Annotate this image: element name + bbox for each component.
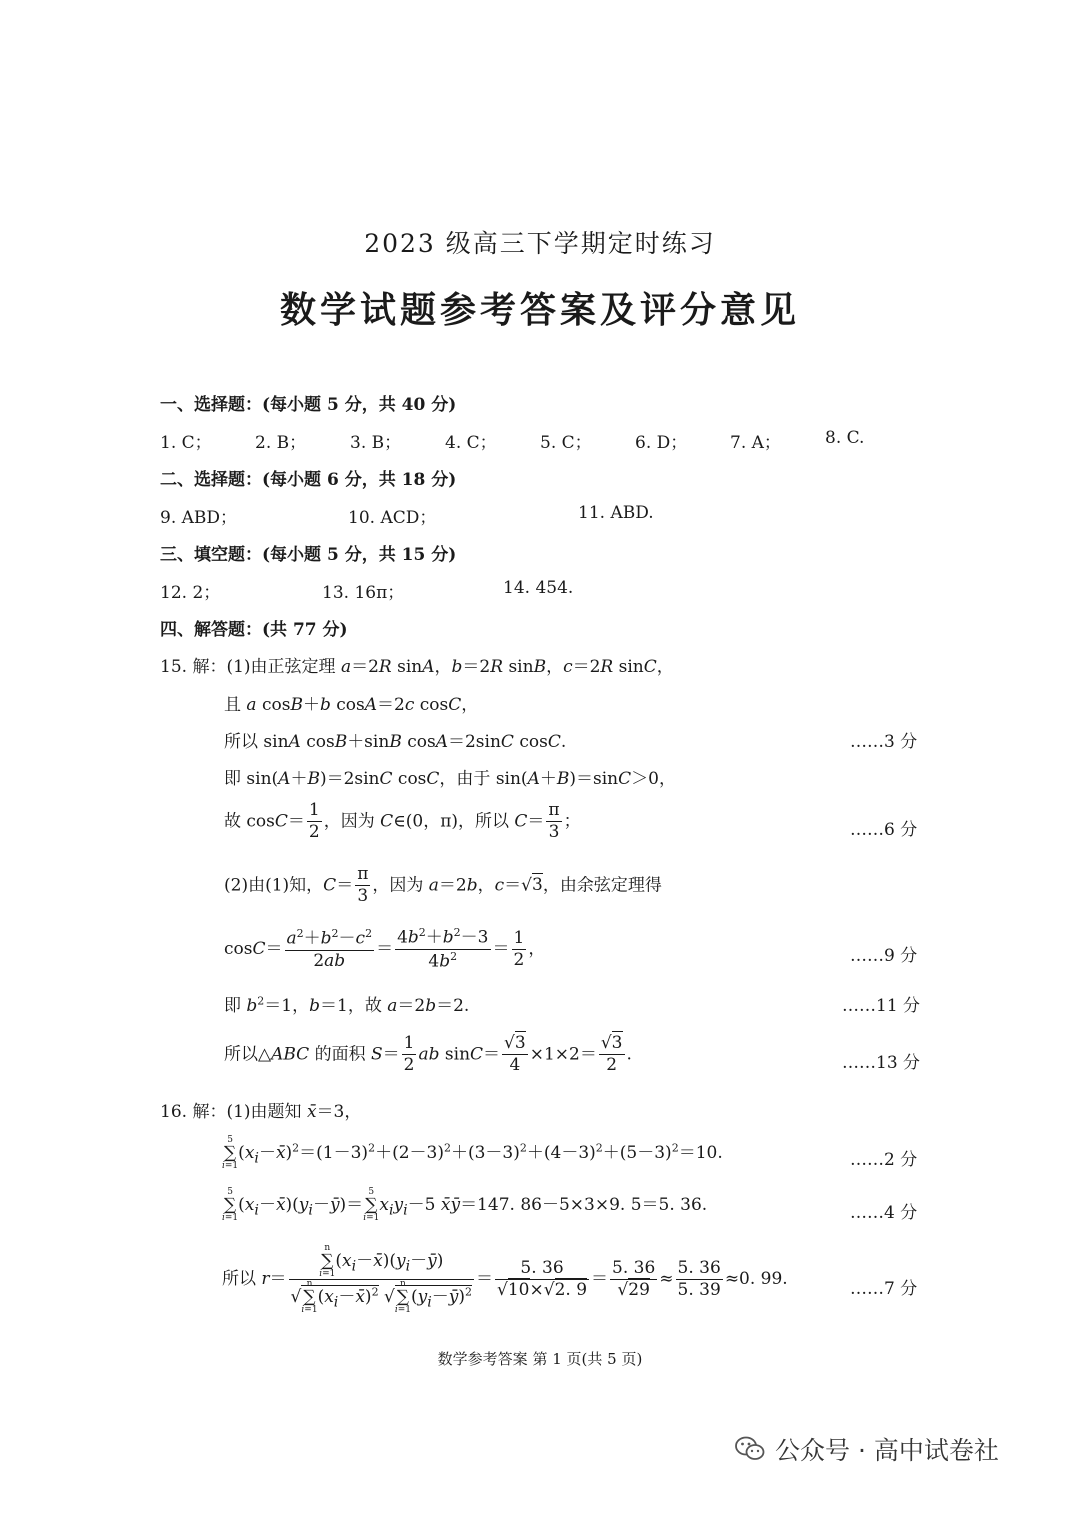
q16-line-2: 5 ∑ $i=1(x_i-x̄)^2=(1-3)^2+(2-3)^2+(3-3)^2+(4-3)^2+(5-3)^2=10$. <box>222 1135 723 1171</box>
score-mark: ……4 分 <box>850 1203 918 1223</box>
section-heading-1: 一、选择题：(每小题 5 分，共 40 分) <box>160 395 457 415</box>
answer: 7. A； <box>730 433 781 453</box>
section-heading-2: 二、选择题：(每小题 6 分，共 18 分) <box>160 470 457 490</box>
answer: 6. D； <box>635 433 688 453</box>
watermark <box>735 1431 999 1467</box>
q15-line-4: 即 sin(A＋B)＝2sinC cosC，由于 sin(A＋B)＝sinC＞0， <box>224 769 676 789</box>
q16-line-4: 所以 r＝ n ∑ $i=1(x_i-x̄)(y_i-ȳ)$ √n ∑ $i=1(x_i-x̄)^2$ √n ∑ $i=1(y_i-ȳ)^2$ ＝ $\frac{5. 36}{√10\times√2. 9}$ ＝ $\frac{5. 36}{√29}$ ≈ $\frac{5. 36}{5. 39}$ ≈0. 99. <box>222 1243 788 1315</box>
answer: 11. ABD. <box>578 503 654 523</box>
wechat-icon <box>735 1436 765 1462</box>
answer: 4. C； <box>445 433 497 453</box>
answer: 5. C； <box>540 433 592 453</box>
answer: 2. B； <box>255 433 307 453</box>
q15-line-7: cosC＝ $\frac{a^2+b^2-c^2}{2ab}$ ＝ $\frac{4b^2+b^2-3}{4b^2}$ ＝ $\frac{1}{2}$ ， <box>224 926 546 972</box>
answer: 14. 454. <box>503 578 574 598</box>
score-mark: ……3 分 <box>850 732 918 752</box>
answer: 13. 16π； <box>322 583 405 603</box>
score-mark: ……9 分 <box>850 946 918 966</box>
score-mark: ……7 分 <box>850 1279 918 1299</box>
q16-line-3: 5 ∑ $i=1(x_i-x̄)(y_i-ȳ)=5$ ∑ $i=1x_iy_i-5$ x̄ȳ＝147. 86－5×3×9. 5＝5. 36. <box>222 1187 708 1223</box>
watermark-text: 公众号 · 高中试卷社 <box>775 1436 999 1465</box>
answer: 9. ABD； <box>160 508 238 528</box>
answer: 3. B； <box>350 433 402 453</box>
answer: 8. C. <box>825 428 865 448</box>
answer: 10. ACD； <box>348 508 437 528</box>
exam-subtitle: 2023 级高三下学期定时练习 <box>364 229 716 258</box>
page-footer: 数学参考答案 第 1 页(共 5 页) <box>437 1350 643 1368</box>
section-heading-3: 三、填空题：(每小题 5 分，共 15 分) <box>160 545 457 565</box>
q15-line-9: 所以△ABC 的面积 S＝ $\frac{1}{2}$ ab sinC＝ $\frac{√3}{4}$ ×1×2＝ $\frac{√3}{2}$ . <box>224 1033 632 1076</box>
page-title: 数学试题参考答案及评分意见 <box>279 289 800 331</box>
answer: 12. 2； <box>160 583 221 603</box>
section-heading-4: 四、解答题：(共 77 分) <box>160 620 348 640</box>
score-mark: ……11 分 <box>842 996 921 1016</box>
score-mark: ……6 分 <box>850 820 918 840</box>
q16-line-1: 16. 解：(1)由题知 x̄＝3， <box>160 1102 362 1122</box>
q15-line-6: (2)由(1)知，C＝ $\frac{\pi}{3}$ ，因为 a＝2b，c＝√3，由余弦定理得 <box>224 864 662 907</box>
q15-line-5: 故 cosC＝ $\frac{1}{2}$ ，因为 C∈(0，π)，所以 C＝ $\frac{\pi}{3}$ ； <box>224 800 581 843</box>
score-mark: ……13 分 <box>842 1053 921 1073</box>
q15-line-8: 即 $b^2=1$，b＝1，故 a＝2b＝2. <box>224 994 470 1016</box>
answer: 1. C； <box>160 433 212 453</box>
q15-line-3: 所以 sinA cosB＋sinB cosA＝2sinC cosC. <box>224 732 567 752</box>
q15-line-1: 15. 解：(1)由正弦定理 a＝2R sinA，b＝2R sinB，c＝2R sinC， <box>160 657 674 677</box>
q15-line-2: 且 a cosB＋b cosA＝2c cosC， <box>224 695 479 715</box>
score-mark: ……2 分 <box>850 1150 918 1170</box>
